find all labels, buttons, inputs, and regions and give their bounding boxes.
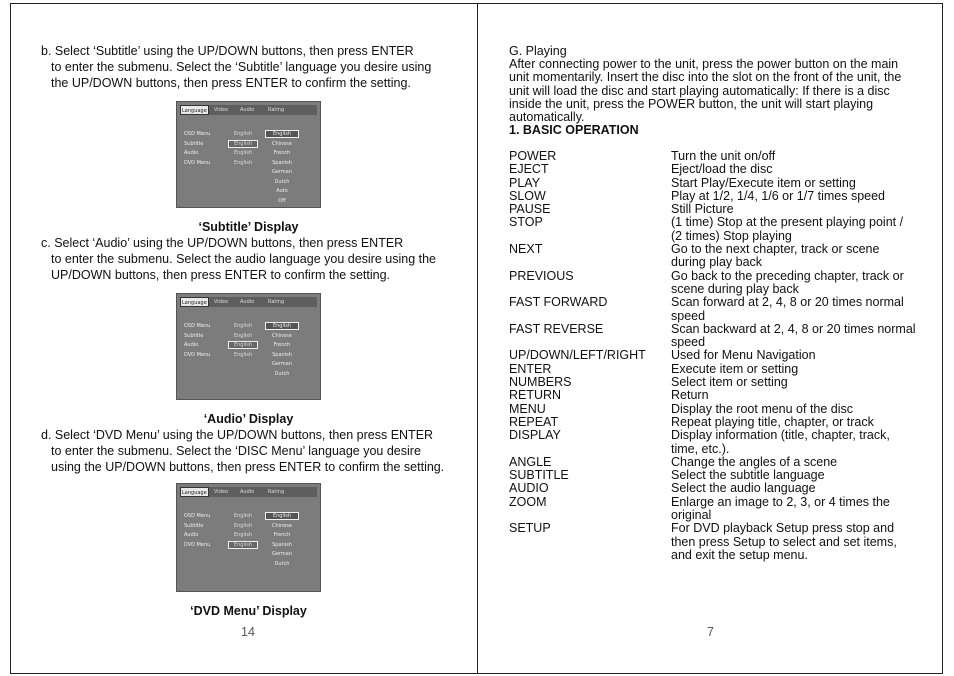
operation-key: ANGLE (509, 454, 552, 469)
operation-key: EJECT (509, 162, 549, 177)
audio-caption: ‘Audio’ Display (203, 412, 294, 426)
operation-key: PREVIOUS (509, 268, 574, 283)
menu-row-value: English (233, 513, 253, 519)
menu-row-label: DVD Menu (184, 351, 211, 358)
operation-row (509, 522, 929, 562)
operation-description: Turn the unit on/off (671, 149, 776, 163)
menu-tab-bar (180, 105, 317, 115)
operation-description: Select the audio language (671, 481, 816, 496)
menu-option: Chinese (272, 140, 292, 147)
paragraph-d (41, 427, 451, 475)
operation-key: PLAY (509, 175, 541, 190)
operation-key: NEXT (509, 242, 543, 257)
menu-option: Spanish (272, 541, 292, 548)
operation-row (509, 376, 929, 389)
dvd-menu-caption: ‘DVD Menu’ Display (190, 604, 307, 618)
menu-option: Dutch (274, 178, 290, 185)
menu-tab: Rating (268, 299, 285, 305)
operation-description: Return (671, 388, 709, 403)
paragraph-b-first-line: b. Select ‘Subtitle’ using the UP/DOWN buttons, then press ENTER (41, 44, 414, 58)
subtitle-caption: ‘Subtitle’ Display (198, 220, 299, 234)
operation-row (509, 403, 929, 416)
operation-row (509, 216, 929, 243)
menu-option: French (273, 150, 291, 156)
paragraph-d-first-line: d. Select ‘DVD Menu’ using the UP/DOWN buttons, then press ENTER (41, 428, 434, 442)
operation-key: SETUP (509, 521, 551, 536)
menu-row-label: Audio (184, 150, 199, 156)
menu-row-value: English (233, 159, 253, 166)
operation-description: Change the angles of a scene (671, 454, 838, 469)
operation-key: PAUSE (509, 202, 551, 217)
basic-operation-title: 1. BASIC OPERATION (509, 123, 639, 137)
dvd-menu-screenshot (176, 483, 321, 592)
menu-row-label: OSD Menu (184, 323, 211, 329)
operation-key: FAST REVERSE (509, 321, 604, 336)
operation-description: Still Picture (671, 202, 734, 217)
menu-row-value: English (233, 131, 253, 137)
operation-description: Display information (title, chapter, track, time, etc.). (671, 428, 890, 456)
operation-key: UP/DOWN/LEFT/RIGHT (509, 348, 646, 363)
operation-description: Play at 1/2, 1/4, 1/6 or 1/7 times speed (671, 188, 886, 203)
menu-tab-bar (180, 297, 317, 307)
menu-row-label: DVD Menu (184, 159, 211, 166)
menu-row-value: English (233, 332, 253, 339)
menu-option: Auto (276, 188, 288, 194)
menu-tab: Rating (268, 107, 285, 113)
menu-option: French (273, 342, 291, 348)
menu-row-value: English (228, 541, 258, 549)
right-page-number: 7 (707, 625, 714, 639)
operation-description: Enlarge an image to 2, 3, or 4 times the original (671, 494, 890, 523)
menu-tab: Video (214, 489, 229, 495)
operation-row (509, 416, 929, 429)
paragraph-c-first-line: c. Select ‘Audio’ using the UP/DOWN buttons, then press ENTER (41, 236, 404, 250)
operation-row (509, 323, 929, 350)
menu-option: Spanish (272, 351, 292, 358)
menu-tab: Rating (268, 489, 285, 495)
menu-row-value: English (228, 341, 258, 349)
menu-option: Chinese (272, 522, 292, 529)
operation-key: AUDIO (509, 481, 549, 496)
menu-row-value: English (233, 522, 253, 529)
playing-heading: G. Playing (509, 44, 567, 58)
menu-row-value: English (233, 323, 253, 329)
operation-key: RETURN (509, 388, 562, 403)
menu-row-value: English (233, 351, 253, 358)
menu-tab: Audio (240, 107, 255, 113)
operation-row (509, 496, 929, 523)
audio-menu-screenshot (176, 293, 321, 400)
operation-row (509, 456, 929, 469)
operation-description: Eject/load the disc (671, 162, 773, 177)
operation-row (509, 363, 929, 376)
operation-key: MENU (509, 401, 546, 416)
left-page-number: 14 (241, 625, 255, 639)
operation-key: POWER (509, 149, 557, 163)
operation-key: STOP (509, 215, 543, 230)
operation-list (509, 150, 929, 562)
menu-tab: Language (180, 105, 209, 115)
operation-description: Go to the next chapter, track or scene during play back (671, 242, 880, 270)
menu-option: English (265, 512, 299, 520)
menu-option: German (271, 361, 293, 367)
operation-description: Select item or setting (671, 375, 788, 390)
menu-row-value: English (228, 140, 258, 148)
playing-intro: After connecting power to the unit, press the power button on the main unit momentarily. Insert the disc into the slot on the front of the unit, the unit will load the disc and start playing automatically: If there is a disc inside the unit, press the POWER button, the unit will start playing automatically. (509, 57, 902, 125)
menu-option: Dutch (274, 370, 290, 377)
menu-option: Chinese (272, 332, 292, 339)
menu-row-label: Audio (184, 342, 199, 348)
menu-option: English (265, 322, 299, 330)
operation-description: Scan forward at 2, 4, 8 or 20 times normal speed (671, 295, 904, 323)
menu-option: Off (278, 197, 286, 204)
menu-row-label: Subtitle (184, 332, 204, 339)
operation-row (509, 190, 929, 203)
menu-tab-bar (180, 487, 317, 497)
operation-description: Start Play/Execute item or setting (671, 175, 856, 190)
operation-row (509, 270, 929, 297)
menu-row-value: English (233, 532, 253, 538)
operation-key: NUMBERS (509, 375, 572, 390)
operation-row (509, 150, 929, 163)
operation-description: Repeat playing title, chapter, or track (671, 414, 874, 429)
operation-description: Used for Menu Navigation (671, 348, 816, 363)
menu-tab: Audio (240, 489, 255, 495)
menu-row-label: Subtitle (184, 140, 204, 147)
menu-tab: Audio (240, 299, 255, 305)
operation-description: Select the subtitle language (671, 468, 825, 483)
menu-tab: Language (180, 297, 209, 307)
menu-row-label: Subtitle (184, 522, 204, 529)
operation-key: ZOOM (509, 494, 547, 509)
operation-row (509, 469, 929, 482)
subtitle-menu-screenshot (176, 101, 321, 208)
operation-key: ENTER (509, 361, 552, 376)
paragraph-b (41, 43, 441, 91)
operation-row (509, 243, 929, 270)
menu-tab: Language (180, 487, 209, 497)
page-divider (477, 3, 478, 674)
menu-option: French (273, 532, 291, 538)
operation-key: SLOW (509, 188, 546, 203)
menu-row-value: English (233, 150, 253, 156)
menu-option: English (265, 130, 299, 138)
operation-description: Go back to the preceding chapter, track or scene during play back (671, 268, 904, 296)
operation-row (509, 389, 929, 402)
operation-description: Display the root menu of the disc (671, 401, 854, 416)
menu-tab: Video (214, 299, 229, 305)
menu-tab: Video (214, 107, 229, 113)
operation-description: Execute item or setting (671, 361, 799, 376)
operation-description: (1 time) Stop at the present playing point / (2 times) Stop playing (671, 215, 904, 243)
operation-row (509, 163, 929, 176)
menu-option: German (271, 169, 293, 175)
operation-row (509, 482, 929, 495)
menu-option: Dutch (274, 560, 290, 567)
operation-row (509, 177, 929, 190)
operation-key: REPEAT (509, 414, 559, 429)
menu-option: German (271, 551, 293, 557)
paragraph-b-body: to enter the submenu. Select the ‘Subtitle’ language you desire using the UP/DOWN buttons, then press ENTER to confirm the setting. (51, 60, 432, 90)
operation-key: FAST FORWARD (509, 295, 608, 310)
paragraph-d-body: to enter the submenu. Select the ‘DISC Menu’ language you desire using the UP/DOWN buttons, then press ENTER to confirm the setting. (51, 444, 445, 474)
operation-description: Scan backward at 2, 4, 8 or 20 times normal speed (671, 321, 916, 350)
operation-row (509, 429, 929, 456)
operation-row (509, 296, 929, 323)
paragraph-c (41, 235, 441, 283)
operation-key: DISPLAY (509, 428, 561, 443)
operation-key: SUBTITLE (509, 468, 569, 483)
menu-option: Spanish (272, 159, 292, 166)
operation-description: For DVD playback Setup press stop and then press Setup to select and set items, and exit the setup menu. (671, 521, 897, 562)
paragraph-c-body: to enter the submenu. Select the audio language you desire using the UP/DOWN buttons, then press ENTER to confirm the setting. (51, 252, 436, 282)
menu-row-label: DVD Menu (184, 541, 211, 548)
menu-row-label: OSD Menu (184, 513, 211, 519)
menu-row-label: OSD Menu (184, 131, 211, 137)
operation-row (509, 203, 929, 216)
menu-row-label: Audio (184, 532, 199, 538)
operation-row (509, 349, 929, 362)
